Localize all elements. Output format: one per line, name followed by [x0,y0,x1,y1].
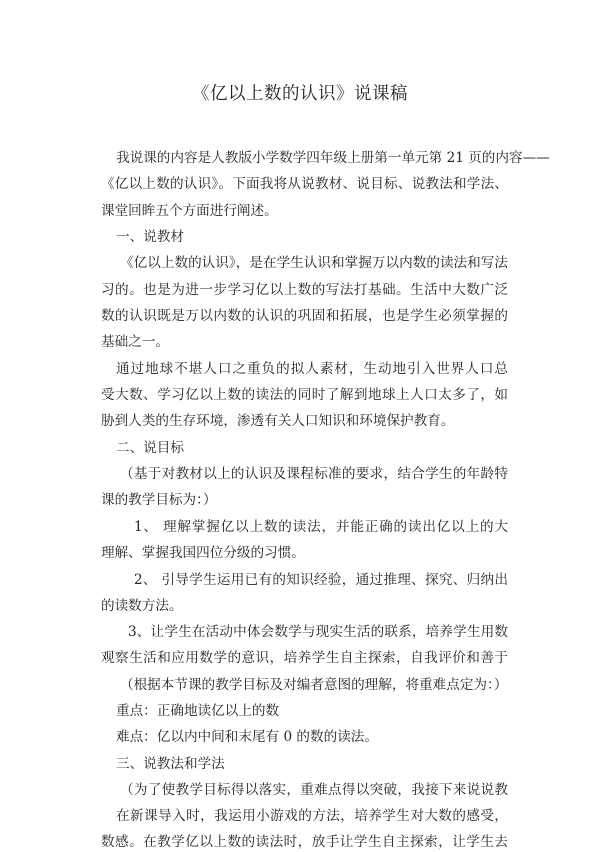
paragraph-line: 通过地球不堪人口之重负的拟人素材，生动地引入世界人口总 [116,361,508,377]
paragraph-line: 习的。也是为进一步学习亿以上数的写法打基础。生活中大数广泛 [101,282,508,298]
section-heading: 三、说教法和学法 [116,756,225,772]
paragraph-line: （基于对教材以上的认识及课程标准的要求，结合学生的年龄特 [120,466,508,482]
paragraph-line: 的读数方法。 [101,598,183,614]
paragraph-line: 受大数、学习亿以上数的读法的同时了解到地球上人口太多了，如 [101,387,508,403]
paragraph-line: 《亿以上数的认识》，是在学生认识和掌握万以内数的读法和写法 [120,255,508,271]
goal-item: 3、让学生在活动中体会数学与现实生活的联系，培养学生用数 [128,624,508,640]
paragraph-line: 观察生活和应用数学的意识，培养学生自主探索，自我评价和善于 [101,650,508,666]
difficult-point: 难点：亿以内中间和末尾有 0 的数的读法。 [116,729,378,745]
section-heading: 一、说教材 [116,229,184,245]
paragraph-line: 在新课导入时，我运用小游戏的方法，培养学生对大数的感受， [116,808,508,824]
section-heading: 二、说目标 [116,440,184,456]
goal-item: 2、 引导学生运用已有的知识经验，通过推理、探究、归纳出 [134,572,508,588]
paragraph-line: 课的教学目标为：） [101,492,217,508]
paragraph-line: 《亿以上数的认识》。下面我将从说教材、说目标、说教法和学法、 [101,176,508,192]
paragraph-line: 基础之一。 [101,334,169,350]
paragraph-line: 胁到人类的生存环境，渗透有关人口知识和环境保护教育。 [101,413,455,429]
paragraph-line: （为了使教学目标得以落实，重难点得以突破，我接下来说说教 [120,782,508,798]
paragraph-line: 我说课的内容是人教版小学数学四年级上册第一单元第 21 页的内容—— [116,150,550,166]
paragraph-line: 课堂回眸五个方面进行阐述。 [101,203,278,219]
paragraph-line: 理解、掌握我国四位分级的习惯。 [101,545,305,561]
paragraph-line: 数的认识既是万以内数的认识的巩固和拓展，也是学生必须掌握的 [101,308,508,324]
paragraph-line: （根据本节课的教学目标及对编者意图的理解，将重难点定为：） [120,677,508,693]
document-title: 《亿以上数的认识》说课稿 [192,84,408,104]
paragraph-line: 数感。在教学亿以上数的读法时，放手让学生自主探索，让学生去 [101,834,508,850]
goal-item: 1、 理解掌握亿以上数的读法，并能正确的读出亿以上的大 [134,519,508,535]
key-point: 重点：正确地读亿以上的数 [116,703,280,719]
